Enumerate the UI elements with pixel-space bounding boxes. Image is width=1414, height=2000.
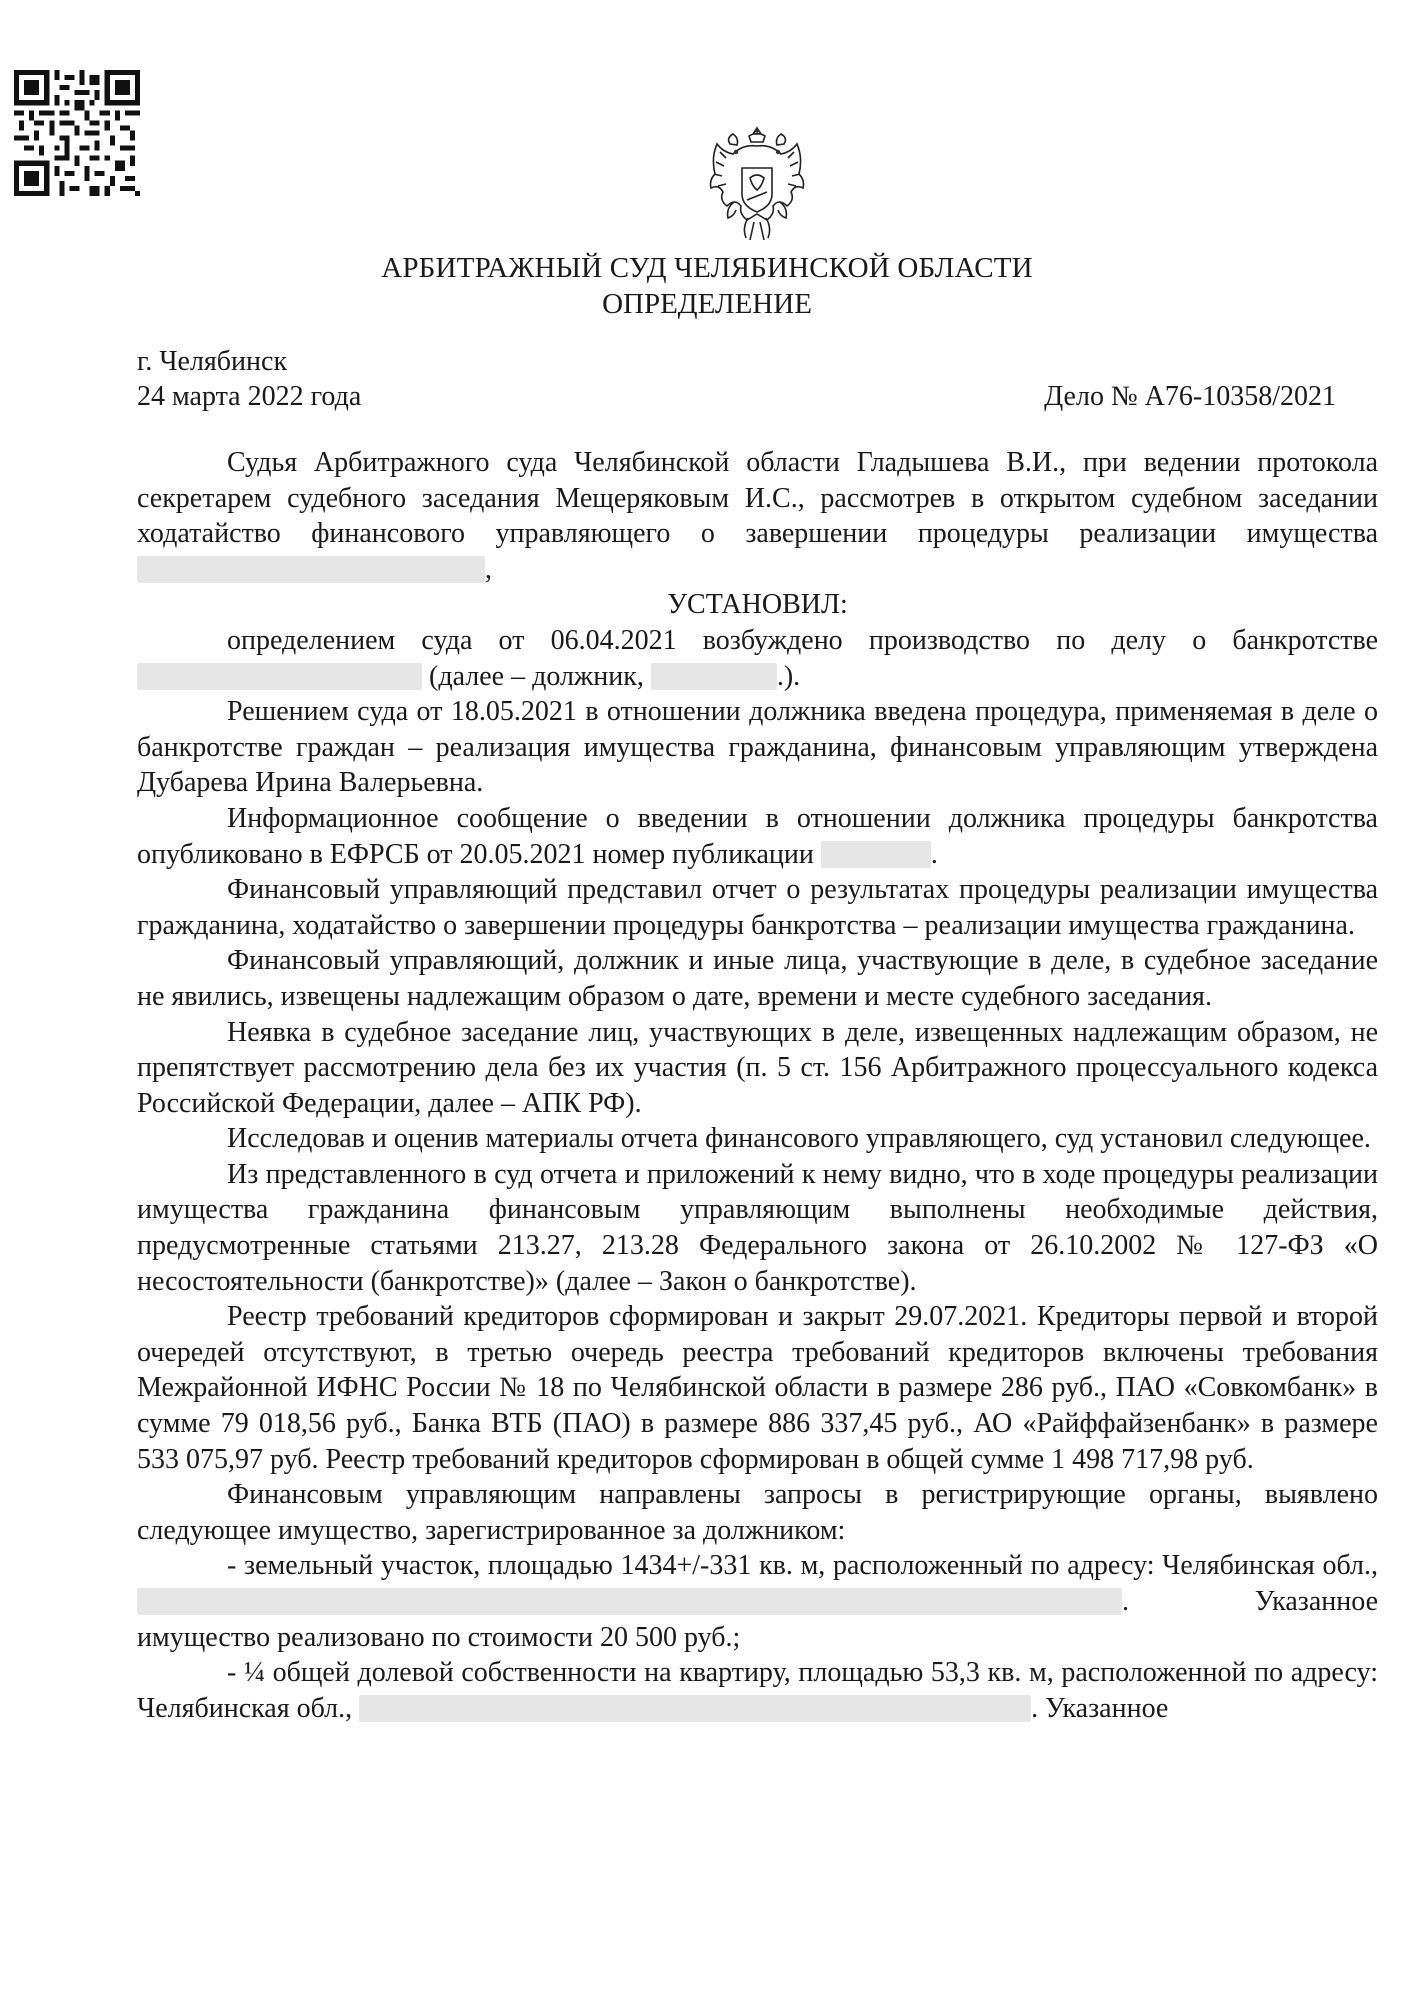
paragraph-9: Реестр требований кредиторов сформирован и закрыт 29.07.2021. Кредиторы первой и второй очередей отсутствуют, в третью очередь реестра требований кредиторов включены требования Межрайонной ИФНС России № 18 по Челябинской области в размере 286 руб., ПАО «Совкомбанк» в сумме 79 018,56 руб., Банка ВТБ (ПАО) в размере 886 337,45 руб., АО «Райффайзенбанк» в размере 533 075,97 руб. Реестр требований кредиторов сформирован в общей сумме 1 498 717,98 руб. [137,1301,1378,1475]
paragraph-6: Неявка в судебное заседание лиц, участвующих в деле, извещенных надлежащим образом, не препятствует рассмотрению дела без их участия (п. 5 ст. 156 Арбитражного процессуального кодекса Российской Федерации, далее – АПК РФ). [137,1016,1378,1119]
redacted-debtor-full-name [137,663,422,690]
redacted-debtor-short-name [651,663,777,690]
p11-text-a: - земельный участок, площадью 1434+/-331 кв. м, расположенный по адресу: Челябинская обл., [227,1550,1378,1582]
p1-text-c: .). [776,660,801,692]
redacted-publication-number [821,841,931,868]
paragraph-2: Решением суда от 18.05.2021 в отношении должника введена процедура, применяемая в деле о банкротстве граждан – реализация имущества гражданина, финансовым управляющим утверждена Дубарева Ирина Валерьевна. [137,696,1378,799]
paragraph-1 [137,623,1378,694]
court-name: АРБИТРАЖНЫЙ СУД ЧЕЛЯБИНСКОЙ ОБЛАСТИ [381,252,1033,284]
document-type: ОПРЕДЕЛЕНИЕ [602,288,812,320]
paragraph-4: Финансовый управляющий представил отчет о результатах процедуры реализации имущества гражданина, ходатайство о завершении процедуры банкротства – реализации имущества гражданина. [137,874,1378,941]
p12-text-b: . Указанное [1031,1692,1169,1724]
paragraph-11 [137,1548,1378,1655]
russian-coat-of-arms-icon [700,122,814,250]
redacted-land-address [137,1588,1122,1615]
qr-code-icon [14,70,140,196]
p11-text-b: . Указанное имущество реализовано по стоимости 20 500 руб.; [137,1586,1378,1653]
case-number: Дело № А76-10358/2021 [1044,381,1336,412]
p12-text-a: - ¼ общей долевой собственности на квартиру, площадью 53,3 кв. м, расположенной по адресу: Челябинская обл., [137,1657,1378,1724]
paragraph-7: Исследовав и оценив материалы отчета финансового управляющего, суд установил следующее. [227,1123,1371,1155]
paragraph-12 [137,1655,1378,1726]
p3-text-b: . [930,838,938,870]
city: г. Челябинск [137,346,288,377]
paragraph-5: Финансовый управляющий, должник и иные лица, участвующие в деле, в судебное заседание не явились, извещены надлежащим образом о дате, времени и месте судебного заседания. [137,945,1378,1012]
paragraph-3 [137,801,1378,872]
paragraph-8: Из представленного в суд отчета и приложений к нему видно, что в ходе процедуры реализации имущества гражданина финансовым управляющим выполнены необходимые действия, предусмотренные статьями 213.27, 213.28 Федерального закона от 26.10.2002 № 127-ФЗ «О несостоятельности (банкротстве)» (далее – Закон о банкротстве). [137,1158,1378,1297]
p1-text-a: определением суда от 06.04.2021 возбуждено производство по делу о банкротстве [227,624,1378,656]
p3-text-a: Информационное сообщение о введении в отношении должника процедуры банкротства опубликовано в ЕФРСБ от 20.05.2021 номер публикации [137,802,1378,870]
p1-text-b: (далее – должник, [429,660,644,692]
paragraph-10: Финансовым управляющим направлены запросы в регистрирующие органы, выявлено следующее имущество, зарегистрированное за должником: [137,1479,1378,1546]
intro-comma: , [485,553,492,585]
document-date: 24 марта 2022 года [137,381,362,412]
intro-text: Судья Арбитражного суда Челябинской области Гладышева В.И., при ведении протокола секретарем судебного заседания Мещеряковым И.С., рассмотрев в открытом судебном заседании ходатайство финансового управляющего о завершении процедуры реализации имущества [137,447,1378,550]
redacted-apartment-address [359,1695,1031,1722]
paragraph-intro [137,445,1378,587]
heading-established: УСТАНОВИЛ: [667,589,848,621]
redacted-debtor-name [137,556,485,583]
document-body [137,445,1378,1726]
